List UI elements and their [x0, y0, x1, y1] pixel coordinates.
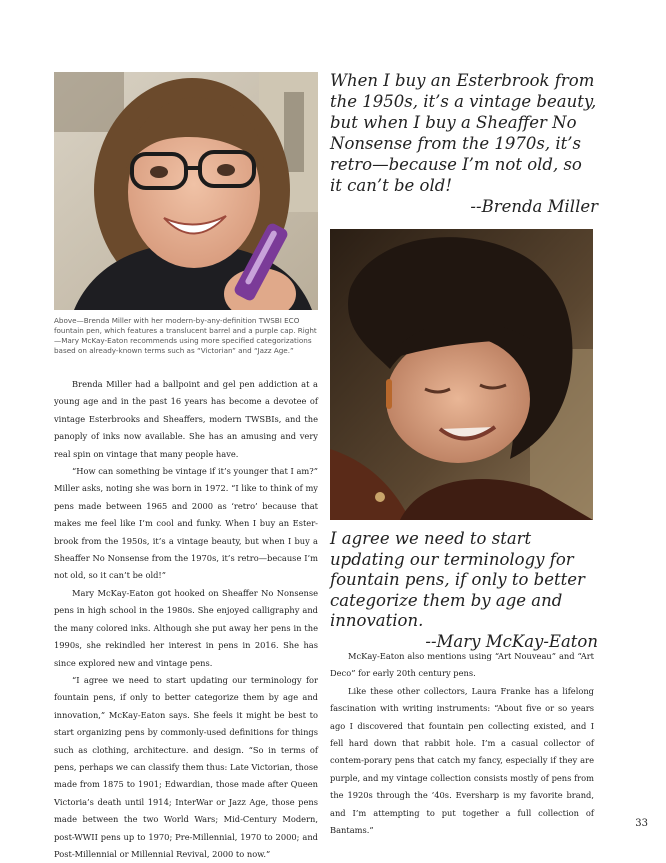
- pull-quote-text: When I buy an Esterbrook from the 1950s, it’s a vintage beauty, but when I buy a Sheaffer No Nonsense from the 1970s, it’s retro—because I’m not old, so it can’t be old!: [330, 71, 597, 195]
- pull-quote-mary: [330, 529, 598, 652]
- body-paragraph: McKay-Eaton also mentions using “Art Nouveau” and “Art Deco” for early 20th century pens.: [330, 651, 594, 679]
- body-paragraph: Mary McKay-Eaton got hooked on Sheaffer No Nonsense pens in high school in the 1980s. She enjoyed calligraphy and the many colored inks. Although she put away her pens in the 1990s, she rekindled her interest in pens in 2016. She has since explored new and vintage pens.: [54, 587, 318, 668]
- pull-quote-author: --Brenda Miller: [470, 197, 598, 216]
- body-paragraph: Brenda Miller had a ballpoint and gel pen addiction at a young age and in the past 16 years has become a devotee of vintage Esterbrooks and Sheaffers, modern TWSBIs, and the panoply of inks now available. She has an amusing and very real spin on vintage that many people have.: [54, 379, 318, 459]
- photo-brenda-miller: [54, 72, 318, 310]
- pull-quote-author: --Mary McKay-Eaton: [425, 631, 598, 651]
- photo-mary-mckay-eaton: [330, 229, 593, 520]
- body-column-right: [330, 648, 594, 839]
- photo-caption: [54, 316, 318, 356]
- body-paragraph: Like these other collectors, Laura Franke has a lifelong fascination with writing instruments: “About five or so years ago I discovered that fountain pen collecting existed, and I fell hard down that rabbit hole. I’m a casual collector of contem-porary pens that catch my fancy, especially if they are purple, and my vintage collection consists mostly of pens from the 1920s through the ’40s. Eversharp is my favorite brand, and I’m attempting to put together a full collection of Bantams.”: [330, 685, 594, 836]
- mary-photo-illustration: [330, 229, 593, 520]
- body-paragraph: “I agree we need to start updating our terminology for fountain pens, if only to better categorize them by age and innovation,” McKay-Eaton says. She feels it might be best to start organizing pens by commonly-used definitions for things such as clothing, architecture. and design. “So in terms of pens, perhaps we can classify them thus: Late Victorian, those made from 1875 to 1901; Edwardian, those made after Queen Victoria’s death until 1914; InterWar or Jazz Age, those pens made between the two World Wars; Mid-Century Modern, post-WWII pens up to 1970; Pre-Millennial, 1970 to 2000; and Post-Millennial or Millennial Revival, 2000 to now.”: [54, 674, 318, 859]
- brenda-photo-illustration: [54, 72, 318, 310]
- body-column-left: [54, 376, 318, 863]
- pull-quote-text: I agree we need to start updating our terminology for fountain pens, if only to better categorize them by age and innovation.: [330, 529, 585, 630]
- caption-text: Above—Brenda Miller with her modern-by-any-definition TWSBI ECO fountain pen, which features a translucent barrel and a purple cap. Right—Mary McKay-Eaton recommends using more specified categorizations based on already-known terms such as “Victorian” and “Jazz Age.”: [54, 316, 317, 355]
- page-number: 33: [635, 818, 648, 829]
- body-paragraph: “How can something be vintage if it’s younger that I am?” Miller asks, noting she was born in 1972. “I like to think of my pens made between 1965 and 2000 as ‘retro’ because that makes me feel like I’m cool and funky. When I buy an Ester-brook from the 1950s, it’s a vintage beauty, but when I buy a Sheaffer No Nonsense from the 1970s, it’s retro—because I’m not old, so it can’t be old!”: [54, 466, 318, 581]
- pull-quote-brenda: [330, 70, 598, 217]
